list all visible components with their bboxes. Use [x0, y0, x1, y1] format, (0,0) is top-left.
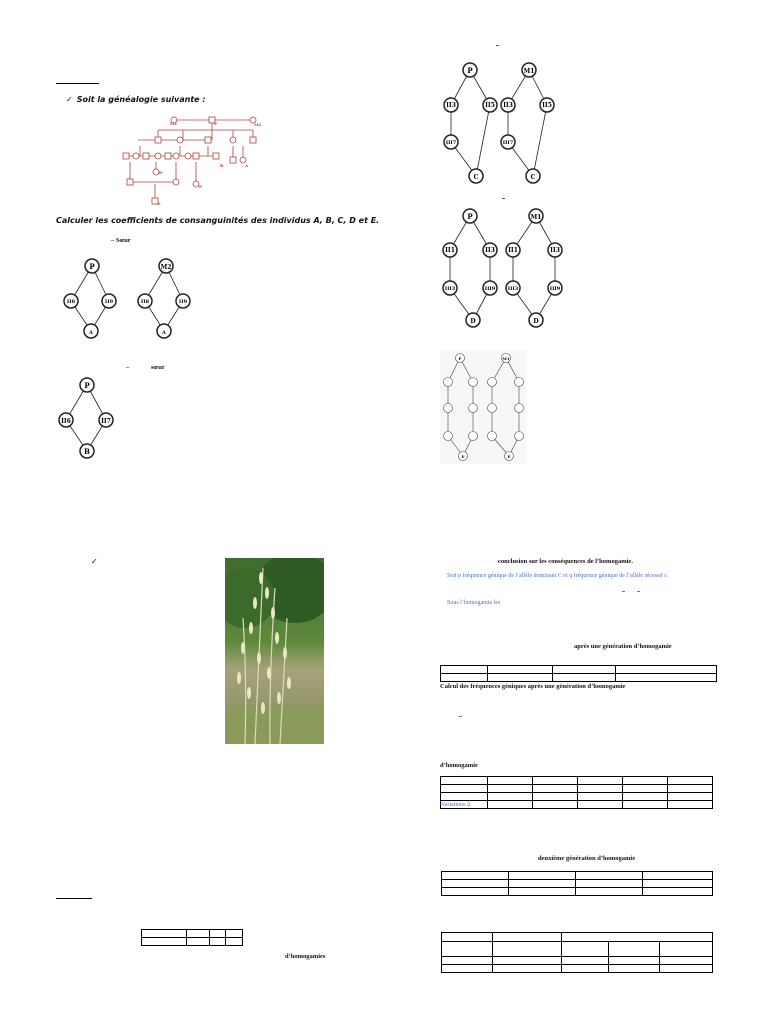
- label-soeur: – Sœur: [111, 237, 131, 244]
- homogamie-text: Sous l’homogamie les: [447, 600, 501, 606]
- diagram-e: [440, 350, 526, 464]
- node-label: II6: [61, 418, 71, 425]
- variations-label: Variations Δ: [441, 801, 488, 809]
- node-label: B: [84, 447, 90, 456]
- diagram-a: [58, 255, 200, 343]
- genealogy-heading: ✓ Soit la généalogie suivante :: [66, 95, 206, 104]
- table-one-gen: [440, 665, 717, 682]
- tick-mark: [637, 591, 640, 592]
- diagram-d: [438, 206, 566, 330]
- node-label: II7: [101, 418, 111, 425]
- diagram-b: [56, 376, 120, 462]
- node-label: E: [507, 454, 511, 459]
- node-label: II9: [104, 299, 114, 305]
- node-label: II3: [485, 247, 495, 254]
- node-label: III9: [549, 286, 561, 292]
- diagram-c: [440, 60, 560, 186]
- freq-text: Soit p fréquence génique de l’allèle dominant C et q fréquence génique de l’allèle récessif c: [447, 573, 668, 579]
- check-icon: ✓: [66, 95, 73, 104]
- section-underline-bottom: [56, 898, 92, 899]
- node-label: III7: [502, 140, 514, 146]
- pedigree-label: D: [159, 170, 163, 175]
- pedigree-label: B: [220, 163, 224, 168]
- node-label: M1: [502, 356, 510, 361]
- section-underline-top: [56, 83, 99, 84]
- node-label: II5: [542, 102, 552, 109]
- node-label: III9: [484, 286, 496, 292]
- node-label: III7: [445, 140, 457, 146]
- node-label: P: [467, 66, 473, 75]
- node-label: P: [458, 356, 462, 361]
- homogamie-label: d’homogamie: [440, 762, 478, 769]
- tick-mark: [459, 716, 462, 717]
- node-label: II1: [508, 247, 518, 254]
- node-label: C: [473, 174, 479, 181]
- node-label: II3: [446, 102, 456, 109]
- node-label: II3: [503, 102, 513, 109]
- node-label: M1: [530, 214, 542, 221]
- homogamies-label: d’homogamies: [285, 953, 326, 960]
- node-label: P: [467, 212, 473, 221]
- pedigree-label: P: [214, 121, 218, 126]
- pedigree-label: A: [245, 163, 249, 168]
- node-label: II8: [66, 299, 76, 305]
- pedigree-chart: [118, 112, 268, 207]
- node-label: A: [162, 330, 166, 336]
- question-text: Calculer les coefficients de consanguinités des individus A, B, C, D et E.: [56, 216, 380, 225]
- check-icon: ✓: [91, 557, 98, 566]
- node-label: M1: [523, 68, 535, 75]
- node-label: C: [530, 174, 536, 181]
- tick-mark: [622, 591, 625, 592]
- label-soeur-2: sœur: [151, 364, 165, 371]
- second-gen: deuxième génération d’homogamie: [538, 855, 636, 862]
- node-label: III3: [444, 286, 456, 292]
- pedigree-label: M2: [254, 122, 262, 127]
- table-final: [441, 932, 713, 973]
- pedigree-label: M1: [170, 121, 178, 126]
- node-label: D: [470, 318, 476, 325]
- table-variations: [440, 776, 713, 809]
- label-dash: –: [126, 364, 130, 371]
- node-label: P: [89, 262, 95, 271]
- calc-title: Calcul des fréquences géniques après une génération d’homogamie: [440, 683, 626, 690]
- node-label: II3: [550, 247, 560, 254]
- node-label: P: [84, 381, 90, 390]
- node-label: M2: [160, 264, 172, 271]
- pedigree-label: L: [158, 201, 161, 206]
- table-second-gen: [441, 871, 713, 896]
- node-label: III3: [507, 286, 519, 292]
- node-label: II9: [178, 299, 188, 305]
- plant-photo: [225, 558, 324, 744]
- node-label: II5: [485, 102, 495, 109]
- tick-mark: [502, 198, 505, 199]
- small-table-left: [141, 929, 243, 946]
- tick-mark: [496, 45, 499, 46]
- node-label: II8: [140, 299, 150, 305]
- pedigree-label: E: [199, 184, 203, 189]
- node-label: E: [461, 454, 465, 459]
- node-label: A: [89, 330, 93, 336]
- after-one-gen: après une génération d’homogamie: [574, 643, 672, 650]
- node-label: D: [533, 318, 539, 325]
- node-label: II1: [445, 247, 455, 254]
- conclusion-title: conclusion sur les conséquences de l’homogamie.: [498, 558, 633, 565]
